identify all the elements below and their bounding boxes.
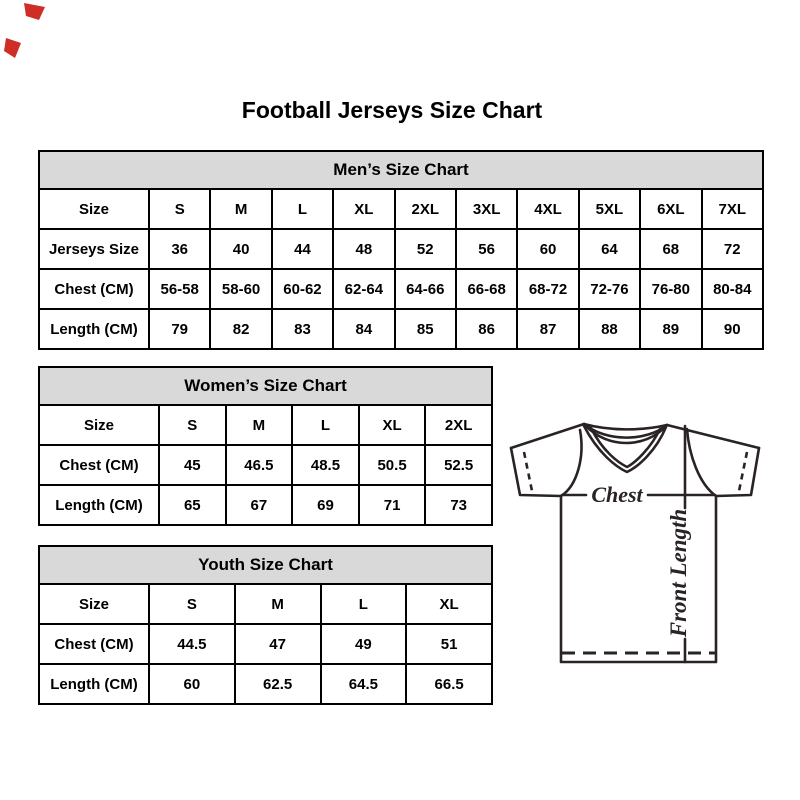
cell-value: 66.5 (406, 664, 492, 704)
cell-value: 48.5 (292, 445, 359, 485)
cell-value: L (272, 189, 333, 229)
cell-value: 86 (456, 309, 517, 349)
row-label: Size (39, 405, 159, 445)
cell-value: 46.5 (226, 445, 293, 485)
youth-size-table (38, 545, 493, 705)
cell-value: 85 (395, 309, 456, 349)
cell-value: 64-66 (395, 269, 456, 309)
cell-value: XL (333, 189, 394, 229)
row-label: Size (39, 584, 149, 624)
cell-value: 36 (149, 229, 210, 269)
cell-value: M (210, 189, 271, 229)
cell-value: 62.5 (235, 664, 321, 704)
womens-table-title: Women’s Size Chart (39, 367, 492, 405)
cell-value: 44 (272, 229, 333, 269)
row-label: Chest (CM) (39, 624, 149, 664)
cell-value: 88 (579, 309, 640, 349)
cell-value: 47 (235, 624, 321, 664)
mens-size-table (38, 150, 764, 350)
cell-value: 49 (321, 624, 407, 664)
cell-value: S (149, 189, 210, 229)
womens-size-table (38, 366, 493, 526)
cell-value: 60 (149, 664, 235, 704)
row-label: Chest (CM) (39, 445, 159, 485)
cell-value: S (149, 584, 235, 624)
cell-value: 69 (292, 485, 359, 525)
table-row (39, 624, 492, 664)
cell-value: 56 (456, 229, 517, 269)
cell-value: 58-60 (210, 269, 271, 309)
chest-label: Chest (591, 482, 643, 507)
cell-value: S (159, 405, 226, 445)
cell-value: 72 (702, 229, 763, 269)
cell-value: 2XL (395, 189, 456, 229)
right-shoulder-line (667, 425, 759, 448)
table-row (39, 664, 492, 704)
front-length-label: Front Length (666, 508, 691, 638)
cell-value: 3XL (456, 189, 517, 229)
corner-marks (0, 0, 60, 64)
cell-value: 51 (406, 624, 492, 664)
cell-value: M (235, 584, 321, 624)
cell-value: 65 (159, 485, 226, 525)
red-mark-bottom (4, 38, 21, 58)
cell-value: 71 (359, 485, 426, 525)
row-label: Length (CM) (39, 485, 159, 525)
cell-value: 48 (333, 229, 394, 269)
cell-value: XL (359, 405, 426, 445)
cell-value: M (226, 405, 293, 445)
right-sleeve (716, 448, 759, 496)
cell-value: 6XL (640, 189, 701, 229)
cell-value: 64.5 (321, 664, 407, 704)
table-header-row (39, 546, 492, 584)
table-row (39, 229, 763, 269)
cell-value: 84 (333, 309, 394, 349)
row-label: Size (39, 189, 149, 229)
cell-value: 7XL (702, 189, 763, 229)
cell-value: 40 (210, 229, 271, 269)
table-row (39, 485, 492, 525)
cell-value: 67 (226, 485, 293, 525)
cell-value: 72-76 (579, 269, 640, 309)
jersey-measurement-diagram (500, 415, 772, 665)
cell-value: 68-72 (517, 269, 578, 309)
right-cuff-dashed-line (739, 452, 747, 491)
left-sleeve (511, 448, 561, 496)
red-mark-top (24, 3, 45, 20)
table-row (39, 269, 763, 309)
table-row (39, 445, 492, 485)
row-label: Length (CM) (39, 664, 149, 704)
row-label: Length (CM) (39, 309, 149, 349)
cell-value: 50.5 (359, 445, 426, 485)
cell-value: 45 (159, 445, 226, 485)
left-armhole-seam (561, 430, 581, 496)
cell-value: 5XL (579, 189, 640, 229)
youth-table-title: Youth Size Chart (39, 546, 492, 584)
cell-value: 52.5 (425, 445, 492, 485)
table-row (39, 584, 492, 624)
collar-top-edge (584, 424, 667, 429)
cell-value: 60 (517, 229, 578, 269)
cell-value: 64 (579, 229, 640, 269)
cell-value: 76-80 (640, 269, 701, 309)
cell-value: XL (406, 584, 492, 624)
table-row (39, 309, 763, 349)
table-row (39, 189, 763, 229)
cell-value: 2XL (425, 405, 492, 445)
cell-value: 83 (272, 309, 333, 349)
cell-value: 82 (210, 309, 271, 349)
table-row (39, 405, 492, 445)
cell-value: 87 (517, 309, 578, 349)
left-shoulder-line (511, 424, 584, 448)
cell-value: L (292, 405, 359, 445)
cell-value: 68 (640, 229, 701, 269)
cell-value: 62-64 (333, 269, 394, 309)
mens-table-title: Men’s Size Chart (39, 151, 763, 189)
cell-value: 73 (425, 485, 492, 525)
row-label: Chest (CM) (39, 269, 149, 309)
cell-value: 52 (395, 229, 456, 269)
cell-value: 56-58 (149, 269, 210, 309)
table-header-row (39, 367, 492, 405)
cell-value: 89 (640, 309, 701, 349)
cell-value: L (321, 584, 407, 624)
table-header-row (39, 151, 763, 189)
left-cuff-dashed-line (524, 452, 532, 491)
cell-value: 44.5 (149, 624, 235, 664)
jersey-body (561, 496, 716, 662)
row-label: Jerseys Size (39, 229, 149, 269)
cell-value: 4XL (517, 189, 578, 229)
cell-value: 79 (149, 309, 210, 349)
cell-value: 90 (702, 309, 763, 349)
right-armhole-seam (687, 429, 716, 496)
cell-value: 80-84 (702, 269, 763, 309)
cell-value: 66-68 (456, 269, 517, 309)
cell-value: 60-62 (272, 269, 333, 309)
page-title: Football Jerseys Size Chart (241, 97, 543, 123)
